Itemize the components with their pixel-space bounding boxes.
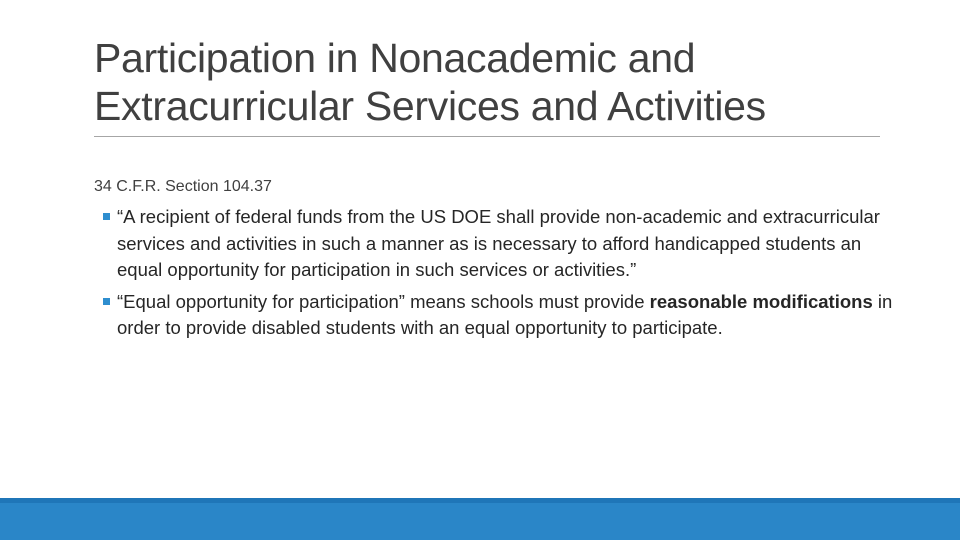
bullet-item-quote <box>103 204 893 284</box>
bullet-text: “A recipient of federal funds from the US DOE shall provide non-academic and extracurricular services and activities in such a manner as is necessary to afford handicapped students an equal opportunity for participation in such services or activities.” <box>117 206 880 280</box>
section-citation: 34 C.F.R. Section 104.37 <box>94 178 272 195</box>
square-bullet-icon <box>103 298 110 305</box>
slide-title: Participation in Nonacademic and Extracurricular Services and Activities <box>94 35 766 129</box>
footer-accent-stripe <box>0 498 960 503</box>
title-divider <box>94 136 880 137</box>
bullet-text-emphasis: reasonable modifications <box>649 290 873 312</box>
bullet-list <box>103 204 893 347</box>
bullet-text-end: in order to provide disabled students with an equal opportunity to participate. <box>117 290 893 338</box>
square-bullet-icon <box>103 213 110 220</box>
bullet-item-definition <box>103 289 893 342</box>
bullet-text-start: “Equal opportunity for participation” means schools must provide <box>117 290 650 312</box>
footer-bar <box>0 498 960 540</box>
